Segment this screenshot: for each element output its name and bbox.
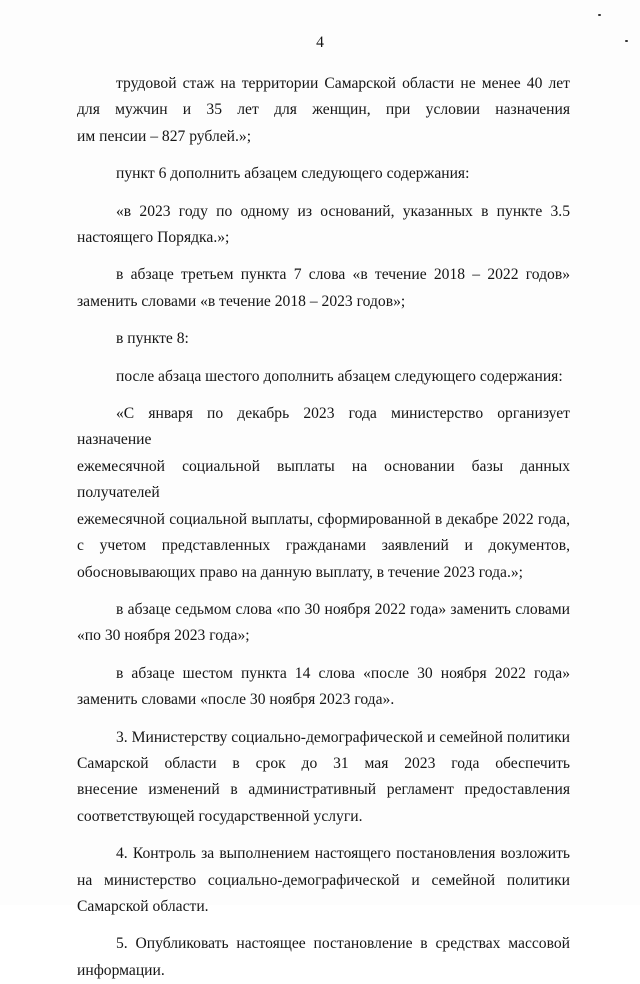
paragraph bbox=[77, 597, 570, 650]
text-line: в абзаце седьмом слова «по 30 ноября 2022 года» заменить словами bbox=[116, 600, 570, 618]
text-line: на министерство социально-демографической и семейной политики bbox=[77, 871, 570, 889]
paragraph bbox=[77, 725, 570, 831]
text-line: 3. Министерству социально-демографической и семейной политики bbox=[116, 728, 570, 746]
text-line: ежемесячной социальной выплаты, сформированной в декабре 2022 года, bbox=[77, 510, 570, 528]
text-line: обосновывающих право на данную выплату, в течение 2023 года.»; bbox=[77, 563, 523, 581]
paragraph bbox=[77, 262, 570, 315]
paragraph bbox=[77, 931, 570, 984]
scan-artifact-mark bbox=[598, 14, 601, 16]
text-line: «по 30 ноября 2023 года»; bbox=[77, 627, 250, 645]
paragraph bbox=[77, 199, 570, 252]
paragraph bbox=[77, 841, 570, 920]
text-line: настоящего Порядка.»; bbox=[77, 229, 230, 247]
text-line: 4. Контроль за выполнением настоящего постановления возложить bbox=[116, 845, 570, 863]
text-line: Самарской области. bbox=[77, 897, 209, 915]
text-line: в абзаце шестом пункта 14 слова «после 30 ноября 2022 года» bbox=[116, 664, 570, 682]
text-line: заменить словами «в течение 2018 – 2023 годов»; bbox=[77, 292, 406, 310]
text-line: после абзаца шестого дополнить абзацем следующего содержания: bbox=[116, 367, 563, 385]
text-line: Самарской области в срок до 31 мая 2023 года обеспечить bbox=[77, 754, 570, 772]
text-line: трудовой стаж на территории Самарской области не менее 40 лет bbox=[116, 75, 570, 92]
paragraph bbox=[77, 401, 570, 586]
paragraph bbox=[77, 364, 570, 390]
paragraph bbox=[77, 661, 570, 714]
paragraph bbox=[77, 326, 570, 352]
text-line: для мужчин и 35 лет для женщин, при условии назначения bbox=[77, 101, 570, 119]
text-line: в пункте 8: bbox=[116, 330, 189, 348]
page-number: 4 bbox=[316, 34, 324, 51]
text-line: «в 2023 году по одному из оснований, указанных в пункте 3.5 bbox=[116, 202, 570, 220]
text-line: соответствующей государственной услуги. bbox=[77, 807, 363, 825]
text-line: им пенсии – 827 рублей.»; bbox=[77, 127, 252, 145]
text-line: с учетом представленных гражданами заявлений и документов, bbox=[77, 537, 570, 555]
text-line: в абзаце третьем пункта 7 слова «в течение 2018 – 2022 годов» bbox=[116, 266, 570, 284]
document-body bbox=[77, 71, 570, 984]
text-line: пункт 6 дополнить абзацем следующего содержания: bbox=[116, 165, 470, 183]
text-line: 5. Опубликовать настоящее постановление в средствах массовой bbox=[116, 935, 570, 953]
paragraph bbox=[77, 71, 570, 150]
text-line: ежемесячной социальной выплаты на основании базы данных получателей bbox=[77, 457, 570, 502]
text-line: «С января по декабрь 2023 года министерство организует назначение bbox=[77, 405, 570, 449]
text-line: информации. bbox=[77, 961, 165, 979]
text-line: внесение изменений в административный регламент предоставления bbox=[77, 781, 570, 799]
text-line: заменить словами «после 30 ноября 2023 года». bbox=[77, 691, 395, 709]
paragraph bbox=[77, 161, 570, 187]
